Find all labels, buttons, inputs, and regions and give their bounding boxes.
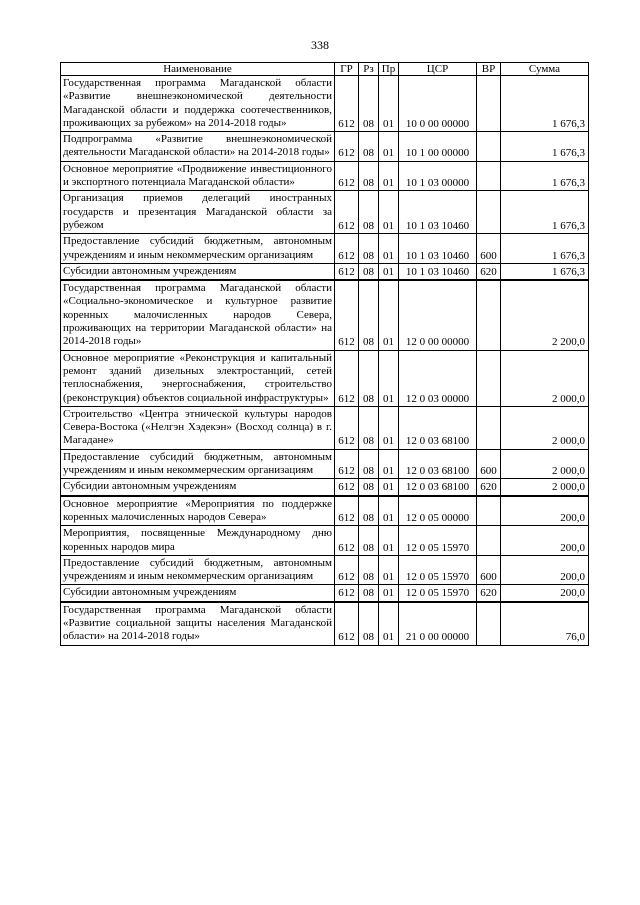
row-pr-cell: 01 [379,191,399,234]
row-name-cell: Государственная программа Магаданской области «Развитие внешнеэкономической деятельности Магаданской области и поддержка соотечественников, проживающих за рубежом» на 2014-2018 годы» [61,76,335,132]
row-vr-cell [477,350,501,406]
row-name-cell: Предоставление субсидий бюджетным, автономным учреждениям и иным некоммерческим организациям [61,449,335,479]
row-csr-cell: 12 0 03 68100 [399,406,477,449]
row-pr-cell: 01 [379,449,399,479]
row-vr-cell [477,132,501,162]
row-csr-cell: 21 0 00 00000 [399,602,477,645]
row-sum-cell: 2 000,0 [501,449,589,479]
row-pr-cell: 01 [379,479,399,496]
header-sum: Сумма [501,63,589,76]
row-vr-cell [477,280,501,350]
row-rz-cell: 08 [359,132,379,162]
table-row [61,449,589,479]
row-csr-cell: 12 0 03 68100 [399,479,477,496]
table-row [61,234,589,264]
row-sum-cell: 1 676,3 [501,132,589,162]
row-gr-cell: 612 [335,555,359,585]
row-name-cell: Предоставление субсидий бюджетным, автономным учреждениям и иным некоммерческим организациям [61,234,335,264]
row-name-cell: Субсидии автономным учреждениям [61,585,335,602]
row-rz-cell: 08 [359,406,379,449]
row-vr-cell [477,496,501,526]
row-gr-cell: 612 [335,161,359,191]
row-vr-cell: 620 [477,479,501,496]
row-csr-cell: 10 1 03 00000 [399,161,477,191]
row-rz-cell: 08 [359,555,379,585]
row-sum-cell: 2 000,0 [501,479,589,496]
row-name-cell: Мероприятия, посвященные Международному дню коренных народов мира [61,526,335,556]
row-name-cell: Предоставление субсидий бюджетным, автономным учреждениям и иным некоммерческим организациям [61,555,335,585]
table-row [61,350,589,406]
row-gr-cell: 612 [335,526,359,556]
row-csr-cell: 10 1 00 00000 [399,132,477,162]
row-pr-cell: 01 [379,234,399,264]
budget-table [60,62,589,646]
row-pr-cell: 01 [379,161,399,191]
row-gr-cell: 612 [335,496,359,526]
table-row [61,496,589,526]
row-vr-cell [477,602,501,645]
row-sum-cell: 200,0 [501,496,589,526]
row-sum-cell: 200,0 [501,585,589,602]
row-name-cell: Государственная программа Магаданской области «Социально-экономическое и культурное развитие коренных малочисленных народов Севера, проживающих на территории Магаданской области» на 2014-2018 годы» [61,280,335,350]
header-name: Наименование [61,63,335,76]
row-csr-cell: 12 0 05 15970 [399,526,477,556]
row-name-cell: Основное мероприятие «Мероприятия по поддержке коренных малочисленных народов Севера» [61,496,335,526]
row-vr-cell [477,406,501,449]
row-csr-cell: 12 0 00 00000 [399,280,477,350]
row-gr-cell: 612 [335,449,359,479]
row-csr-cell: 10 0 00 00000 [399,76,477,132]
row-rz-cell: 08 [359,161,379,191]
row-csr-cell: 12 0 03 68100 [399,449,477,479]
row-name-cell: Организация приемов делегаций иностранных государств и презентация Магаданской области за рубежом [61,191,335,234]
row-rz-cell: 08 [359,234,379,264]
row-vr-cell: 620 [477,263,501,280]
row-sum-cell: 2 000,0 [501,350,589,406]
table-row [61,76,589,132]
row-gr-cell: 612 [335,132,359,162]
row-gr-cell: 612 [335,263,359,280]
row-gr-cell: 612 [335,479,359,496]
row-rz-cell: 08 [359,585,379,602]
row-csr-cell: 10 1 03 10460 [399,234,477,264]
row-pr-cell: 01 [379,526,399,556]
row-sum-cell: 1 676,3 [501,234,589,264]
row-name-cell: Основное мероприятие «Продвижение инвестиционного и экспортного потенциала Магаданской области» [61,161,335,191]
row-csr-cell: 10 1 03 10460 [399,263,477,280]
row-gr-cell: 612 [335,602,359,645]
page-number: 338 [311,38,329,52]
row-rz-cell: 08 [359,496,379,526]
row-vr-cell: 600 [477,555,501,585]
row-sum-cell: 1 676,3 [501,191,589,234]
row-sum-cell: 1 676,3 [501,161,589,191]
row-csr-cell: 10 1 03 10460 [399,191,477,234]
row-gr-cell: 612 [335,280,359,350]
table-row [61,555,589,585]
row-pr-cell: 01 [379,132,399,162]
row-sum-cell: 76,0 [501,602,589,645]
row-vr-cell [477,76,501,132]
row-pr-cell: 01 [379,263,399,280]
row-vr-cell [477,191,501,234]
row-pr-cell: 01 [379,280,399,350]
table-row [61,280,589,350]
row-pr-cell: 01 [379,496,399,526]
table-row [61,263,589,280]
row-csr-cell: 12 0 03 00000 [399,350,477,406]
header-vr: ВР [477,63,501,76]
row-sum-cell: 2 000,0 [501,406,589,449]
row-rz-cell: 08 [359,280,379,350]
row-rz-cell: 08 [359,191,379,234]
row-sum-cell: 200,0 [501,526,589,556]
row-pr-cell: 01 [379,555,399,585]
table-row [61,191,589,234]
row-rz-cell: 08 [359,602,379,645]
row-name-cell: Государственная программа Магаданской области «Развитие социальной защиты населения Магаданской области» на 2014-2018 годы» [61,602,335,645]
table-header-row [61,63,589,76]
header-rz: Рз [359,63,379,76]
row-sum-cell: 2 200,0 [501,280,589,350]
row-vr-cell [477,526,501,556]
row-name-cell: Субсидии автономным учреждениям [61,479,335,496]
row-gr-cell: 612 [335,350,359,406]
row-vr-cell: 620 [477,585,501,602]
header-gr: ГР [335,63,359,76]
row-rz-cell: 08 [359,350,379,406]
row-rz-cell: 08 [359,263,379,280]
row-rz-cell: 08 [359,76,379,132]
row-pr-cell: 01 [379,602,399,645]
row-csr-cell: 12 0 05 15970 [399,585,477,602]
row-gr-cell: 612 [335,585,359,602]
row-sum-cell: 1 676,3 [501,76,589,132]
row-pr-cell: 01 [379,585,399,602]
header-csr: ЦСР [399,63,477,76]
row-gr-cell: 612 [335,234,359,264]
header-pr: Пр [379,63,399,76]
row-name-cell: Строительство «Центра этнической культуры народов Севера-Востока («Нелгэн Хэдекэн» (Восход солнца) в г. Магадане» [61,406,335,449]
table-row [61,526,589,556]
table-row [61,406,589,449]
row-vr-cell: 600 [477,449,501,479]
row-rz-cell: 08 [359,479,379,496]
row-csr-cell: 12 0 05 15970 [399,555,477,585]
row-pr-cell: 01 [379,406,399,449]
table-row [61,585,589,602]
row-pr-cell: 01 [379,350,399,406]
row-csr-cell: 12 0 05 00000 [399,496,477,526]
row-name-cell: Субсидии автономным учреждениям [61,263,335,280]
row-rz-cell: 08 [359,526,379,556]
table-row [61,132,589,162]
row-gr-cell: 612 [335,406,359,449]
row-gr-cell: 612 [335,76,359,132]
row-vr-cell: 600 [477,234,501,264]
row-pr-cell: 01 [379,76,399,132]
table-row [61,479,589,496]
row-vr-cell [477,161,501,191]
table-row [61,602,589,645]
row-sum-cell: 1 676,3 [501,263,589,280]
row-sum-cell: 200,0 [501,555,589,585]
row-name-cell: Подпрограмма «Развитие внешнеэкономической деятельности Магаданской области» на 2014-2018 годы» [61,132,335,162]
table-row [61,161,589,191]
row-rz-cell: 08 [359,449,379,479]
row-name-cell: Основное мероприятие «Реконструкция и капитальный ремонт зданий дизельных электростанций, сетей теплоснабжения, энергоснабжения, строительство (реконструкция) объектов социальной инфраструктуры» [61,350,335,406]
row-gr-cell: 612 [335,191,359,234]
